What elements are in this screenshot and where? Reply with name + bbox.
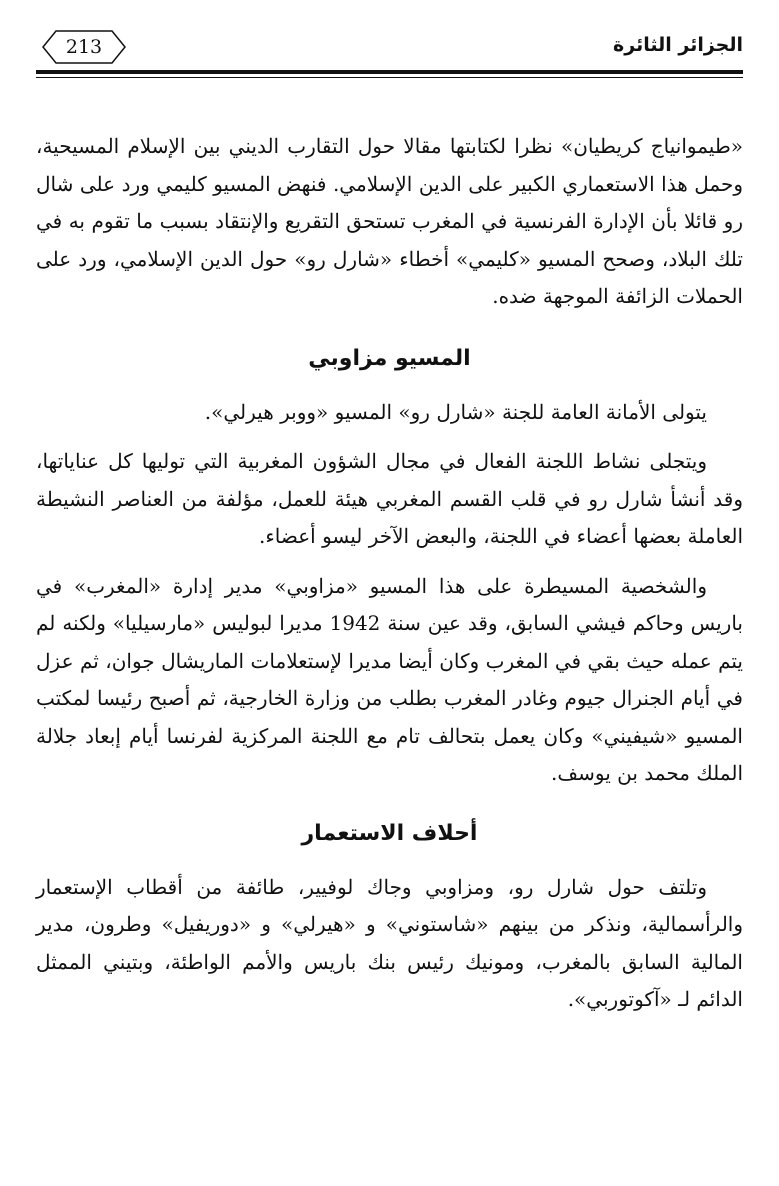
paragraph-1: «طيموانياج كريطيان» نظرا لكتابتها مقالا حول التقارب الديني بين الإسلام المسيحية، وحمل هذا الاستعماري الكبير على الدين الإسلامي. فنهض المسيو كليمي ورد على شال رو قائلا بأن الإدارة الفرنسية في المغرب تستحق التقريع والإنتقاد بسبب ما تقوم به في تلك البلاد، وصحح المسيو «كليمي» أخطاء «شارل رو» حول الدين الإسلامي، ورد على الحملات الزائفة الموجهة ضده. — [36, 134, 743, 308]
page-body — [36, 128, 743, 1019]
page-header — [36, 22, 743, 82]
paragraph-2: يتولى الأمانة العامة للجنة «شارل رو» المسيو «ووبر هيرلي». — [204, 399, 707, 424]
section-heading-colonial-alliances: أحلاف الاستعمار — [301, 820, 478, 846]
header-rule-thin — [36, 77, 743, 78]
page-number-badge — [42, 30, 126, 64]
section-heading-mazaoubi: المسيو مزاوبي — [308, 345, 471, 371]
header-rule-thick — [36, 70, 743, 74]
paragraph-5: وتلتف حول شارل رو، ومزاوبي وجاك لوفيير، طائفة من أقطاب الإستعمار والرأسمالية، ونذكر من بينهم «شاستوني» و «هيرلي» و «دوريفيل» وطرون، مدير المالية السابق بالمغرب، ومونيك رئيس بنك باريس والأمم الواطئة، وبتيني الممثل الدائم لـ «آكوتوربي». — [36, 874, 744, 1011]
paragraph-4: والشخصية المسيطرة على هذا المسيو «مزاوبي» مدير إدارة «المغرب» في باريس وحاكم فيشي السابق، وقد عين سنة 1942 مديرا لبوليس «مارسيليا» ولكنه لم يتم عمله حيث بقي في المغرب وكان أيضا مديرا لإستعلامات الماريشال جوان، ثم عزل في أيام الجنرال جيوم وغادر المغرب بطلب من وزارة الخارجية، ثم أصبح رئيسا لمكتب المسيو «شيفيني» وكان يعمل بتحالف تام مع اللجنة المركزية لفرنسا أيام إبعاد جلالة الملك محمد بن يوسف. — [36, 573, 743, 785]
page-number: 213 — [65, 36, 103, 58]
paragraph-3: ويتجلى نشاط اللجنة الفعال في مجال الشؤون المغربية التي توليها كل عناياتها، وقد أنشأ شارل رو في قلب القسم المغربي هيئة للعمل، مؤلفة من العناصر النشيطة العاملة بعضها أعضاء في اللجنة، والبعض الآخر ليسو أعضاء. — [36, 449, 743, 548]
running-title: الجزائر الثائرة — [613, 34, 743, 56]
